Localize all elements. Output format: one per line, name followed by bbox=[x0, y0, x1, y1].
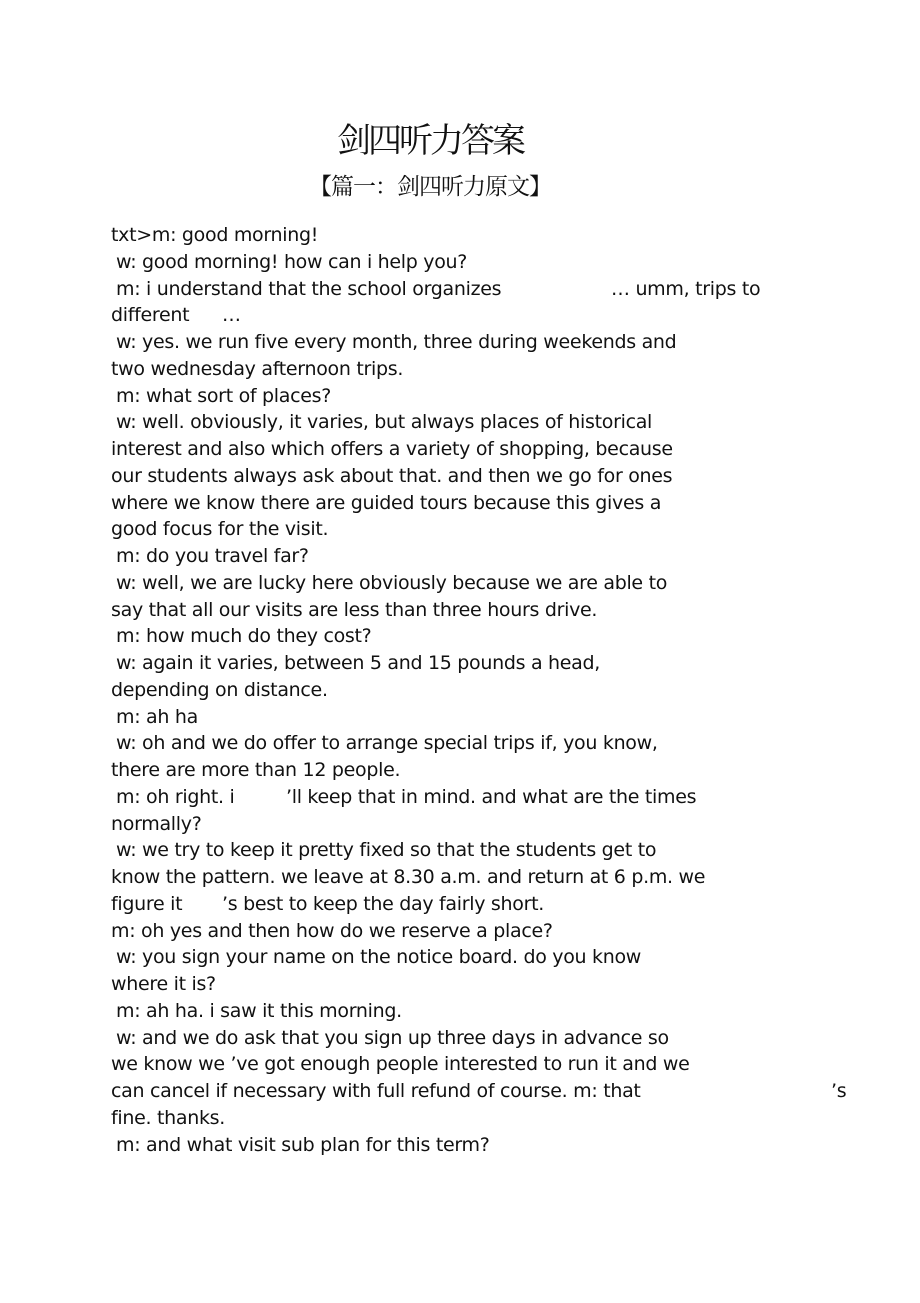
transcript-line: w: oh and we do offer to arrange special trips if, you know, bbox=[116, 732, 658, 755]
transcript-line: w: you sign your name on the notice board. do you know bbox=[116, 946, 642, 969]
transcript-line: where it is? bbox=[111, 973, 216, 995]
transcript-line: depending on distance. bbox=[111, 678, 328, 701]
transcript-line bbox=[111, 784, 871, 811]
transcript-line: w: yes. we run five every month, three during weekends and bbox=[116, 331, 677, 353]
document-title: 剑四听力答案 bbox=[337, 121, 523, 161]
transcript-line: fine. thanks. bbox=[111, 1106, 225, 1129]
transcript-line: our students always ask about that. and then we go for ones bbox=[111, 464, 673, 487]
transcript-line: interest and also which offers a variety of shopping, because bbox=[111, 438, 673, 460]
transcript-segment: m: i understand that the school organizes bbox=[116, 277, 502, 300]
transcript-segment: ’s bbox=[831, 1080, 847, 1102]
transcript-line: there are more than 12 people. bbox=[111, 759, 401, 781]
transcript-line: w: well. obviously, it varies, but always places of historical bbox=[116, 411, 653, 434]
transcript-line: good focus for the visit. bbox=[111, 518, 329, 541]
transcript-line: w: well, we are lucky here obviously because we are able to bbox=[116, 571, 668, 594]
transcript-line: know the pattern. we leave at 8.30 a.m. and return at 6 p.m. we bbox=[111, 866, 706, 888]
transcript-line: m: do you travel far? bbox=[116, 545, 309, 567]
transcript-line bbox=[111, 276, 871, 303]
transcript-line: say that all our visits are less than three hours drive. bbox=[111, 598, 598, 621]
transcript-segment: ’s best to keep the day fairly short. bbox=[222, 892, 544, 915]
transcript-line bbox=[111, 891, 871, 918]
transcript-line: m: and what visit sub plan for this term? bbox=[116, 1133, 490, 1156]
transcript-segment: m: oh right. i bbox=[116, 785, 235, 808]
transcript-line: normally? bbox=[111, 812, 202, 835]
transcript-segment: … umm, trips to bbox=[611, 277, 761, 300]
transcript-line: two wednesday afternoon trips. bbox=[111, 357, 404, 380]
transcript-segment: different bbox=[111, 304, 190, 327]
transcript-line: w: and we do ask that you sign up three days in advance so bbox=[116, 1026, 669, 1049]
transcript-line: txt>m: good morning! bbox=[111, 224, 319, 246]
transcript-line: m: what sort of places? bbox=[116, 384, 332, 407]
transcript-segment: … bbox=[222, 304, 241, 327]
transcript-line: m: oh yes and then how do we reserve a place? bbox=[111, 919, 553, 942]
transcript-line: w: again it varies, between 5 and 15 pounds a head, bbox=[116, 652, 601, 674]
transcript-line: w: good morning! how can i help you? bbox=[116, 250, 468, 273]
transcript-segment: can cancel if necessary with full refund of course. m: that bbox=[111, 1080, 641, 1102]
transcript-body bbox=[111, 222, 871, 1158]
transcript-line: we know we ’ve got enough people interested to run it and we bbox=[111, 1053, 690, 1076]
transcript-line: where we know there are guided tours because this gives a bbox=[111, 491, 662, 514]
transcript-line: m: ah ha. i saw it this morning. bbox=[116, 999, 402, 1022]
transcript-segment: figure it bbox=[111, 892, 183, 915]
transcript-line: w: we try to keep it pretty fixed so that the students get to bbox=[116, 839, 657, 862]
transcript-line bbox=[111, 302, 871, 329]
transcript-line: m: ah ha bbox=[116, 705, 198, 728]
transcript-line bbox=[111, 1078, 871, 1105]
transcript-segment: ’ll keep that in mind. and what are the times bbox=[286, 785, 697, 808]
transcript-line: m: how much do they cost? bbox=[116, 625, 372, 648]
document-subtitle: 【篇一：剑四听力原文】 bbox=[309, 174, 551, 200]
